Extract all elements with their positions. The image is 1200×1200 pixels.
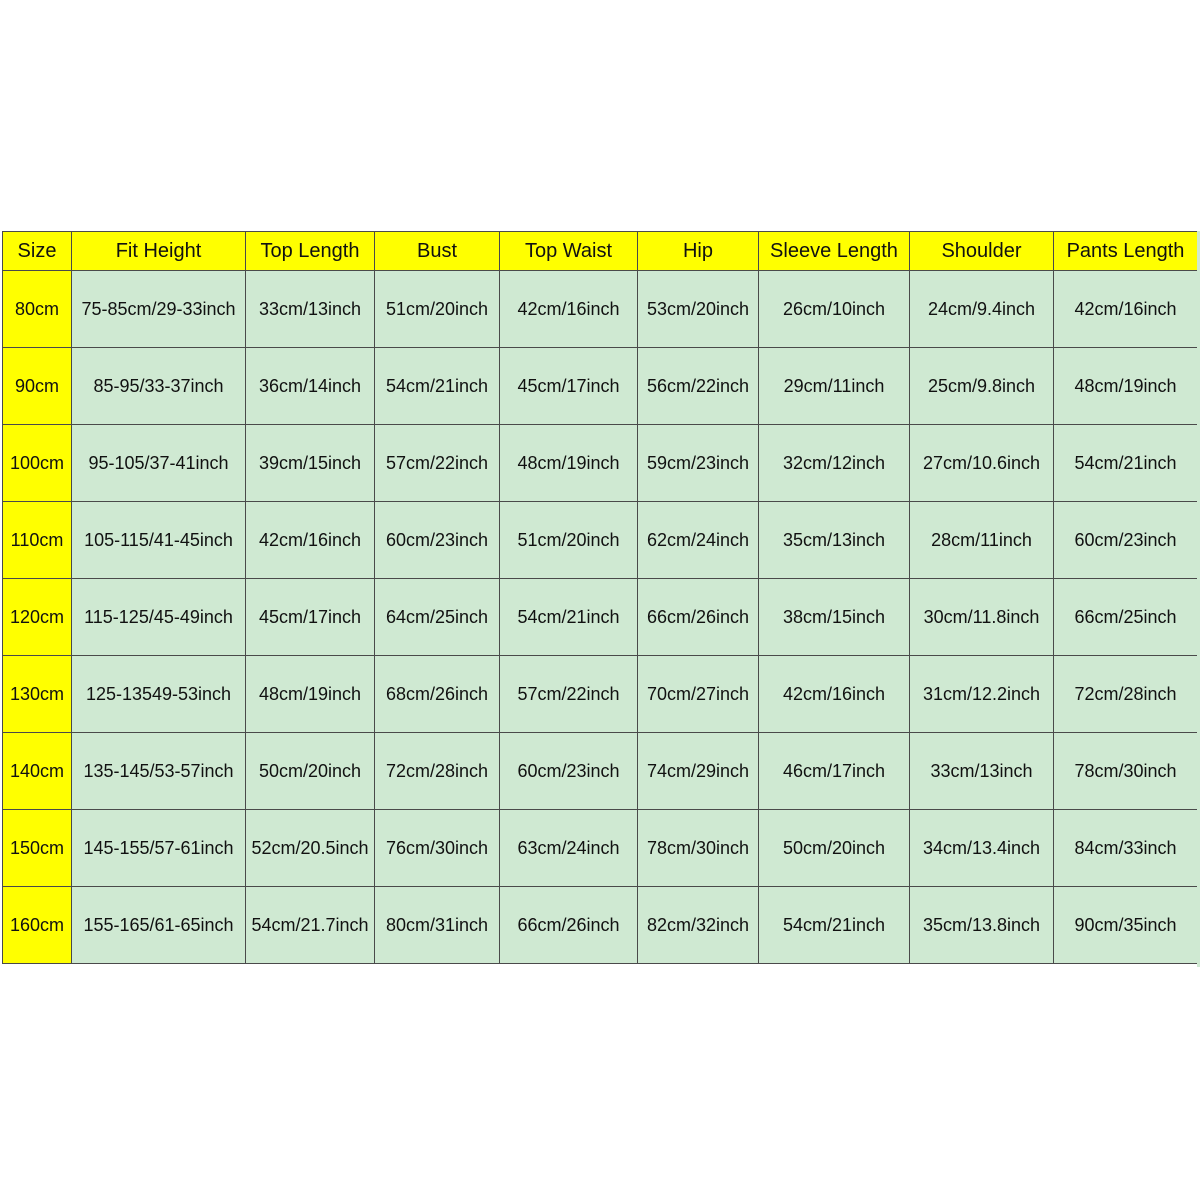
hip-cell: 74cm/29inch (638, 733, 759, 810)
top-length-cell: 42cm/16inch (246, 502, 375, 579)
hip-cell: 53cm/20inch (638, 271, 759, 348)
sleeve-length-cell: 46cm/17inch (759, 733, 910, 810)
table-row (3, 502, 1198, 579)
top-waist-cell: 57cm/22inch (500, 656, 638, 733)
size-cell: 120cm (3, 579, 72, 656)
header-hip: Hip (638, 232, 759, 271)
top-waist-cell: 63cm/24inch (500, 810, 638, 887)
sleeve-length-cell: 29cm/11inch (759, 348, 910, 425)
top-waist-cell: 60cm/23inch (500, 733, 638, 810)
bust-cell: 72cm/28inch (375, 733, 500, 810)
size-cell: 80cm (3, 271, 72, 348)
hip-cell: 56cm/22inch (638, 348, 759, 425)
header-bust: Bust (375, 232, 500, 271)
pants-length-cell: 54cm/21inch (1054, 425, 1198, 502)
bust-cell: 68cm/26inch (375, 656, 500, 733)
shoulder-cell: 24cm/9.4inch (910, 271, 1054, 348)
fit-height-cell: 105-115/41-45inch (72, 502, 246, 579)
bust-cell: 80cm/31inch (375, 887, 500, 964)
bust-cell: 57cm/22inch (375, 425, 500, 502)
size-cell: 130cm (3, 656, 72, 733)
pants-length-cell: 42cm/16inch (1054, 271, 1198, 348)
table-row (3, 425, 1198, 502)
pants-length-cell: 66cm/25inch (1054, 579, 1198, 656)
sleeve-length-cell: 54cm/21inch (759, 887, 910, 964)
top-length-cell: 33cm/13inch (246, 271, 375, 348)
top-length-cell: 39cm/15inch (246, 425, 375, 502)
pants-length-cell: 78cm/30inch (1054, 733, 1198, 810)
shoulder-cell: 27cm/10.6inch (910, 425, 1054, 502)
table-row (3, 656, 1198, 733)
hip-cell: 59cm/23inch (638, 425, 759, 502)
bust-cell: 64cm/25inch (375, 579, 500, 656)
size-cell: 100cm (3, 425, 72, 502)
shoulder-cell: 30cm/11.8inch (910, 579, 1054, 656)
fit-height-cell: 145-155/57-61inch (72, 810, 246, 887)
header-top-waist: Top Waist (500, 232, 638, 271)
fit-height-cell: 95-105/37-41inch (72, 425, 246, 502)
hip-cell: 66cm/26inch (638, 579, 759, 656)
fit-height-cell: 85-95/33-37inch (72, 348, 246, 425)
header-top-length: Top Length (246, 232, 375, 271)
fit-height-cell: 115-125/45-49inch (72, 579, 246, 656)
top-waist-cell: 66cm/26inch (500, 887, 638, 964)
header-fit-height: Fit Height (72, 232, 246, 271)
bust-cell: 54cm/21inch (375, 348, 500, 425)
pants-length-cell: 84cm/33inch (1054, 810, 1198, 887)
bust-cell: 60cm/23inch (375, 502, 500, 579)
table-row (3, 887, 1198, 964)
top-waist-cell: 42cm/16inch (500, 271, 638, 348)
top-length-cell: 54cm/21.7inch (246, 887, 375, 964)
hip-cell: 62cm/24inch (638, 502, 759, 579)
table-row (3, 579, 1198, 656)
top-length-cell: 45cm/17inch (246, 579, 375, 656)
fit-height-cell: 155-165/61-65inch (72, 887, 246, 964)
pants-length-cell: 90cm/35inch (1054, 887, 1198, 964)
sleeve-length-cell: 38cm/15inch (759, 579, 910, 656)
bust-cell: 51cm/20inch (375, 271, 500, 348)
pants-length-cell: 72cm/28inch (1054, 656, 1198, 733)
header-pants-length: Pants Length (1054, 232, 1198, 271)
sleeve-length-cell: 35cm/13inch (759, 502, 910, 579)
shoulder-cell: 31cm/12.2inch (910, 656, 1054, 733)
header-sleeve-length: Sleeve Length (759, 232, 910, 271)
header-shoulder: Shoulder (910, 232, 1054, 271)
sleeve-length-cell: 32cm/12inch (759, 425, 910, 502)
top-length-cell: 48cm/19inch (246, 656, 375, 733)
shoulder-cell: 33cm/13inch (910, 733, 1054, 810)
top-length-cell: 36cm/14inch (246, 348, 375, 425)
table-row (3, 733, 1198, 810)
fit-height-cell: 135-145/53-57inch (72, 733, 246, 810)
bust-cell: 76cm/30inch (375, 810, 500, 887)
fit-height-cell: 125-13549-53inch (72, 656, 246, 733)
size-cell: 150cm (3, 810, 72, 887)
table-row (3, 271, 1198, 348)
sleeve-length-cell: 42cm/16inch (759, 656, 910, 733)
table-row (3, 348, 1198, 425)
hip-cell: 70cm/27inch (638, 656, 759, 733)
top-waist-cell: 51cm/20inch (500, 502, 638, 579)
fit-height-cell: 75-85cm/29-33inch (72, 271, 246, 348)
pants-length-cell: 60cm/23inch (1054, 502, 1198, 579)
hip-cell: 82cm/32inch (638, 887, 759, 964)
pants-length-cell: 48cm/19inch (1054, 348, 1198, 425)
top-waist-cell: 45cm/17inch (500, 348, 638, 425)
size-cell: 140cm (3, 733, 72, 810)
sleeve-length-cell: 26cm/10inch (759, 271, 910, 348)
sleeve-length-cell: 50cm/20inch (759, 810, 910, 887)
size-chart-table (2, 231, 1198, 964)
top-waist-cell: 48cm/19inch (500, 425, 638, 502)
top-length-cell: 52cm/20.5inch (246, 810, 375, 887)
size-cell: 160cm (3, 887, 72, 964)
shoulder-cell: 25cm/9.8inch (910, 348, 1054, 425)
header-row (3, 232, 1198, 271)
shoulder-cell: 35cm/13.8inch (910, 887, 1054, 964)
shoulder-cell: 34cm/13.4inch (910, 810, 1054, 887)
top-waist-cell: 54cm/21inch (500, 579, 638, 656)
size-cell: 90cm (3, 348, 72, 425)
shoulder-cell: 28cm/11inch (910, 502, 1054, 579)
table-row (3, 810, 1198, 887)
hip-cell: 78cm/30inch (638, 810, 759, 887)
top-length-cell: 50cm/20inch (246, 733, 375, 810)
size-cell: 110cm (3, 502, 72, 579)
header-size: Size (3, 232, 72, 271)
